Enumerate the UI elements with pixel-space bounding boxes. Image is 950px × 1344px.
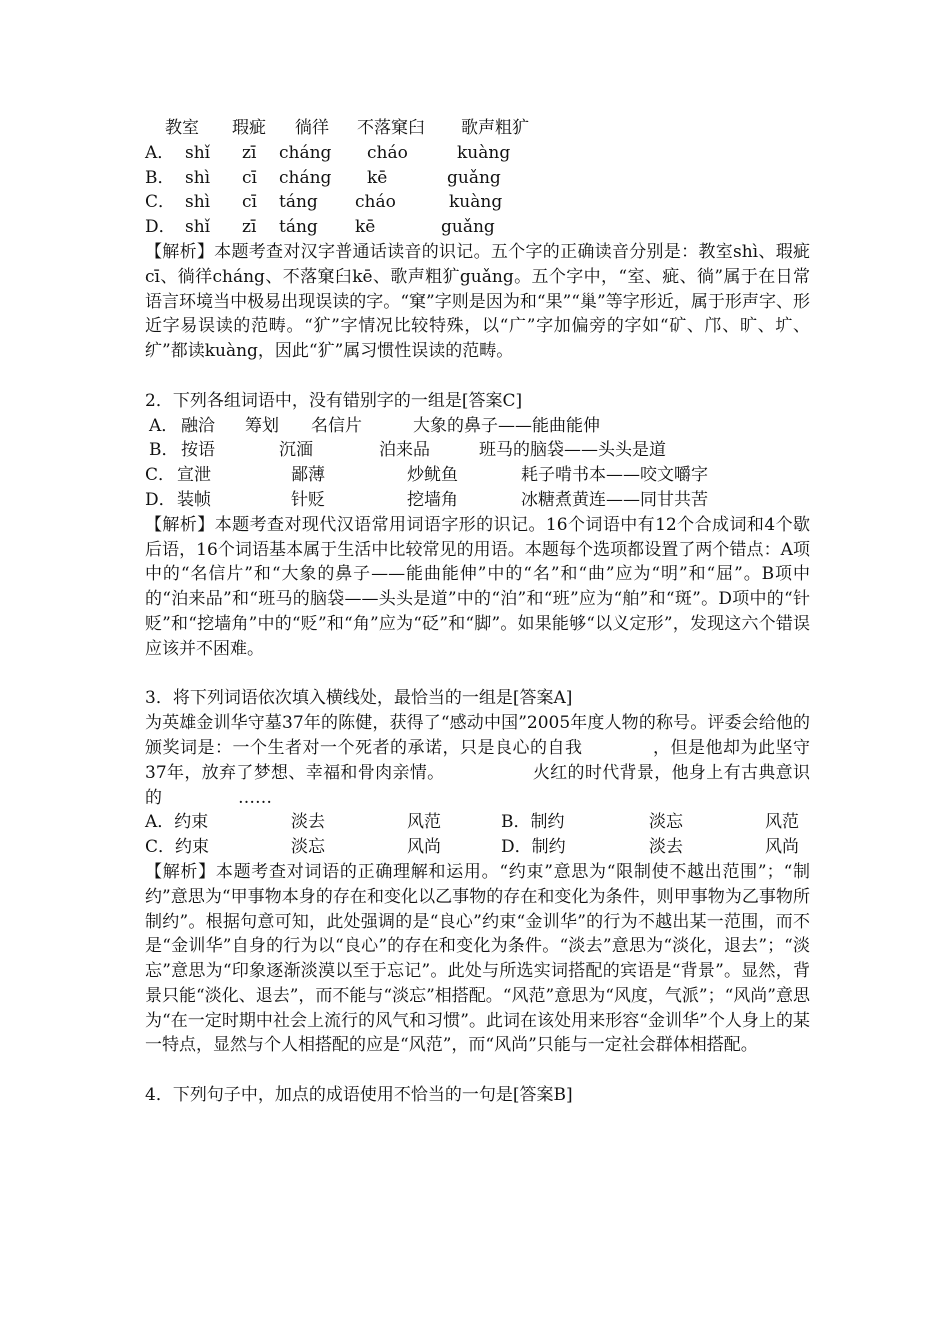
q1-word: 徜徉 xyxy=(295,118,329,138)
passage-text: ，但是他却为此坚守37年，放弃了梦想、幸福和骨肉亲情。 xyxy=(145,737,810,783)
pinyin-cell: cī xyxy=(242,167,257,188)
document-page xyxy=(145,116,810,1108)
q2-option-c xyxy=(145,463,810,488)
q1-option-a xyxy=(145,141,810,166)
q3-stem: 3．将下列词语依次填入横线处，最恰当的一组是[答案A] xyxy=(145,688,573,709)
q1-word: 歌声粗犷 xyxy=(461,118,529,138)
word-cell: 筹划 xyxy=(245,415,279,436)
pinyin-cell: shǐ xyxy=(185,142,211,163)
pinyin-cell: kuàng xyxy=(457,142,511,163)
pinyin-cell: shì xyxy=(185,192,211,213)
word-cell: 泊来品 xyxy=(379,440,430,461)
word-cell: 装帧 xyxy=(177,489,211,510)
word-cell: 耗子啃书本——咬文嚼字 xyxy=(521,465,708,486)
spacer xyxy=(145,1058,810,1083)
q2-option-a xyxy=(145,414,810,439)
option-cell: 风尚 xyxy=(407,837,441,858)
pinyin-cell: kē xyxy=(355,217,376,238)
option-cell: 淡去 xyxy=(291,812,325,833)
option-cell: 风尚 xyxy=(765,837,799,858)
q2-option-b xyxy=(145,438,810,463)
option-cell: 淡去 xyxy=(649,837,683,858)
word-cell: 炒鱿鱼 xyxy=(407,465,458,486)
pinyin-cell: guǎng xyxy=(447,167,501,188)
q1-analysis: 【解析】本题考查对汉字普通话读音的识记。五个字的正确读音分别是：教室shì、瑕疵cī、徜徉cháng、不落窠臼kē、歌声粗犷guǎng。五个字中，“室、疵、徜”属于在日常语言环境当中极易出现误读的字。“窠”字则是因为和“果”“巢”等字形近，属于形声字、形近字易误读的范畴。“犷”字情况比较特殊，以“广”字加偏旁的字如“矿、邝、旷、圹、纩”都读kuàng，因此“犷”属习惯性误读的范畴。 xyxy=(145,241,810,362)
option-cell: C．约束 xyxy=(145,837,210,858)
spacer xyxy=(145,364,810,389)
q2-analysis: 【解析】本题考查对现代汉语常用词语字形的识记。16个词语中有12个合成词和4个歇后语，16个词语基本属于生活中比较常见的用语。本题每个选项都设置了两个错点：A项中的“名信片”和“大象的鼻子——能曲能伸”中的“名”和“曲”应为“明”和“屈”。B项中的“泊来品”和“班马的脑袋——头头是道”中的“泊”和“班”应为“舶”和“斑”。D项中的“针贬”和“挖墙角”中的“贬”和“角”应为“砭”和“脚”。如果能够“以义定形”，发现这六个错误应该并不困难。 xyxy=(145,514,810,659)
q1-word: 不落窠臼 xyxy=(357,118,425,138)
passage-text: …… xyxy=(238,787,272,808)
q3-analysis: 【解析】本题考查对词语的正确理解和运用。“约束”意思为“限制使不越出范围”；“制约”意思为“甲事物本身的存在和变化以乙事物的存在和变化为条件，则甲事物为乙事物所制约”。根据句意可知，此处强调的是“良心”约束“金训华”的行为不越出某一范围，而不是“金训华”自身的行为以“良心”的存在和变化为条件。“淡去”意思为“淡化，退去”；“淡忘”意思为“印象逐渐淡漠以至于忘记”。此处与所选实词搭配的宾语是“背景”。显然，背景只能“淡化、退去”，而不能与“淡忘”相搭配。“风范”意思为“风度，气派”；“风尚”意思为“在一定时期中社会上流行的风气和习惯”。此词在该处用来形容“金训华”个人身上的某一特点，显然与个人相搭配的应是“风范”，而“风尚”只能与一定社会群体相搭配。 xyxy=(145,861,810,1056)
option-label: B． xyxy=(149,440,179,461)
q4-stem: 4．下列句子中，加点的成语使用不恰当的一句是[答案B] xyxy=(145,1085,573,1106)
spacer xyxy=(145,662,810,687)
q1-word-row xyxy=(145,116,810,141)
pinyin-cell: táng xyxy=(279,217,318,238)
word-cell: 融洽 xyxy=(181,415,215,436)
pinyin-cell: cháng xyxy=(279,142,332,163)
passage-text: 为英雄金训华守墓37年的陈健，获得了“感动中国”2005年度人物的称号。评委会给他的颁奖词是：一个生者对一个死者的承诺，只是良心的自我 xyxy=(145,713,810,758)
word-cell: 班马的脑袋——头头是道 xyxy=(479,440,666,461)
word-cell: 大象的鼻子——能曲能伸 xyxy=(413,415,600,436)
pinyin-cell: zī xyxy=(242,142,257,163)
pinyin-cell: cháng xyxy=(279,167,332,188)
option-label: B． xyxy=(145,167,175,188)
q1-word: 教室 xyxy=(165,118,199,138)
option-label: A． xyxy=(149,415,179,436)
option-cell: D．制约 xyxy=(501,837,566,858)
word-cell: 沉湎 xyxy=(279,440,313,461)
option-cell: 风范 xyxy=(765,812,799,833)
option-cell: A．约束 xyxy=(145,812,209,833)
word-cell: 鄙薄 xyxy=(291,465,325,486)
q3-passage xyxy=(145,711,810,810)
pinyin-cell: guǎng xyxy=(441,217,495,238)
word-cell: 针贬 xyxy=(291,489,325,510)
option-cell: 淡忘 xyxy=(649,812,683,833)
pinyin-cell: shǐ xyxy=(185,217,211,238)
word-cell: 挖墙角 xyxy=(407,489,458,510)
passage-text: 火红的时代背景，他身上有古典意识的 xyxy=(145,762,810,808)
option-label: C． xyxy=(145,192,176,213)
pinyin-cell: kē xyxy=(367,167,388,188)
option-cell: 风范 xyxy=(407,812,441,833)
pinyin-cell: kuàng xyxy=(449,192,503,213)
pinyin-cell: zī xyxy=(242,217,257,238)
q2-option-d xyxy=(145,488,810,513)
option-label: C． xyxy=(145,465,176,486)
q1-word: 瑕疵 xyxy=(232,118,266,138)
q1-option-d xyxy=(145,215,810,240)
pinyin-cell: táng xyxy=(279,192,318,213)
word-cell: 冰糖煮黄连——同甘共苦 xyxy=(521,489,708,510)
option-cell: B．制约 xyxy=(501,812,565,833)
word-cell: 按语 xyxy=(181,440,215,461)
q3-options-row-1 xyxy=(145,810,810,835)
q3-options-row-2 xyxy=(145,835,810,860)
pinyin-cell: cháo xyxy=(355,192,396,213)
option-label: D． xyxy=(145,217,176,238)
pinyin-cell: cháo xyxy=(367,142,408,163)
pinyin-cell: cī xyxy=(242,192,257,213)
word-cell: 名信片 xyxy=(311,415,362,436)
option-cell: 淡忘 xyxy=(291,837,325,858)
q1-option-c xyxy=(145,190,810,215)
option-label: A． xyxy=(145,142,175,163)
word-cell: 宣泄 xyxy=(177,465,211,486)
q2-stem: 2．下列各组词语中，没有错别字的一组是[答案C] xyxy=(145,390,523,411)
option-label: D． xyxy=(145,489,176,510)
pinyin-cell: shì xyxy=(185,167,211,188)
q1-option-b xyxy=(145,166,810,191)
